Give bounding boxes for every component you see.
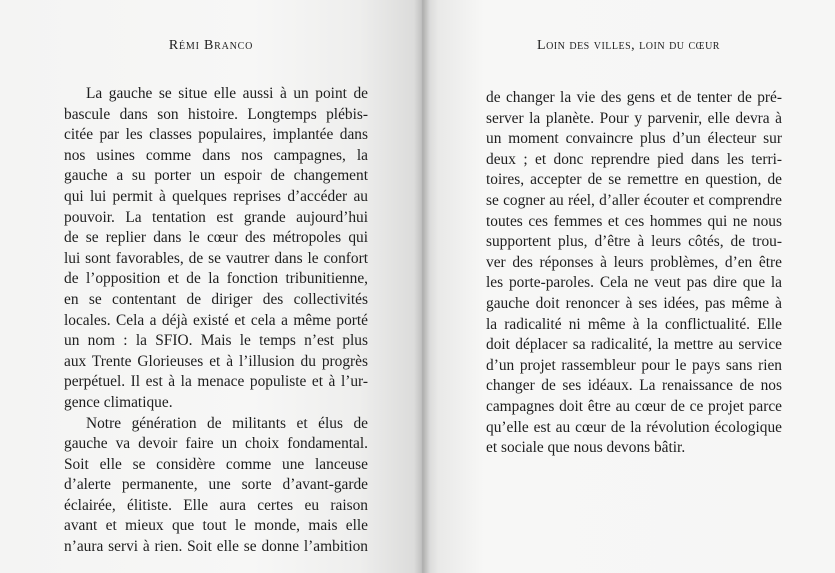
running-head-title: Loin des villes, loin du cœur: [537, 38, 720, 53]
text-line: citée par les classes populaires, implantée dans: [64, 126, 368, 144]
text-line: ver des réponses à leurs problèmes, d’en être: [486, 253, 782, 271]
text-line: server la planète. Pour y parvenir, elle devra à: [486, 109, 782, 127]
text-line: changer de ses idéaux. La renaissance de nos: [486, 377, 782, 395]
text-line: nos usines comme dans nos campagnes, la: [64, 146, 368, 164]
text-line: Soit elle se considère comme une lanceuse: [64, 455, 368, 473]
text-line: en se contentant de diriger des collectivités: [64, 290, 368, 308]
text-line: locales. Cela a déjà existé et cela a même porté: [64, 311, 368, 329]
text-line: de changer la vie des gens et de tenter de pré-: [486, 89, 782, 106]
text-line: les porte-paroles. Cela ne veut pas dire que la: [486, 274, 782, 292]
text-line: éclairée, élitiste. Elle aura certes eu raison: [64, 496, 368, 514]
left-page-text: [64, 84, 368, 558]
text-line: gauche a su porter un espoir de changement: [64, 167, 368, 185]
text-line: lui sont favorables, de se vautrer dans le confort: [64, 249, 368, 267]
text-line: pouvoir. La tentation est grande aujourd’hui: [64, 208, 368, 226]
right-page: [422, 0, 835, 573]
text-line: toires, accepter de se remettre en question, de: [486, 171, 782, 189]
text-line: Notre génération de militants et élus de: [86, 414, 368, 432]
text-line: qu’elle est au cœur de la révolution écologique: [486, 418, 782, 436]
text-line: de l’opposition et de la fonction tribunitienne,: [64, 270, 368, 288]
text-line: gauche va devoir faire un choix fondamental.: [64, 435, 368, 453]
text-line: n’aura servi à rien. Soit elle se donne l’ambition: [64, 538, 368, 556]
text-line: un moment convaincre plus d’un électeur sur: [486, 130, 782, 148]
text-line: d’alerte permanente, une sorte d’avant-garde: [64, 476, 368, 494]
text-line: gence climatique.: [64, 393, 173, 411]
text-line: se cogner au réel, d’aller écouter et comprendre: [486, 191, 782, 209]
text-line: bascule dans son histoire. Longtemps plébis-: [64, 105, 368, 123]
text-line: avant et mieux que tout le monde, mais elle: [64, 517, 368, 535]
text-line: gauche doit renoncer à ses idées, pas même à: [486, 294, 782, 312]
text-line: d’un projet rassembleur pour le pays sans rien: [486, 356, 782, 374]
text-line: aux Trente Glorieuses et à l’illusion du progrès: [64, 352, 368, 370]
text-line: un nom : la SFIO. Mais le temps n’est plus: [64, 332, 368, 350]
text-line: la radicalité ni même à la conflictualité. Elle: [486, 315, 782, 333]
text-line: campagnes doit être au cœur de ce projet parce: [486, 397, 782, 415]
text-line: de se replier dans le cœur des métropoles qui: [64, 229, 368, 247]
text-line: et sociale que nous devons bâtir.: [486, 439, 686, 457]
text-line: qui lui permit à quelques reprises d’accéder au: [64, 187, 368, 205]
right-page-text: [486, 88, 782, 459]
text-line: La gauche se situe elle aussi à un point de: [86, 85, 368, 102]
text-line: deux ; et donc reprendre pied dans les terri-: [486, 150, 782, 168]
text-line: supportent plus, d’être à leurs côtés, de trou-: [486, 233, 782, 251]
text-line: doit déplacer sa radicalité, la mettre au service: [486, 336, 782, 354]
running-head-author: Rémi Branco: [168, 38, 254, 53]
book-gutter: [414, 0, 430, 573]
text-line: perpétuel. Il est à la menace populiste et à l’ur-: [64, 373, 368, 391]
text-line: toutes ces femmes et ces hommes qui ne nous: [486, 212, 782, 230]
